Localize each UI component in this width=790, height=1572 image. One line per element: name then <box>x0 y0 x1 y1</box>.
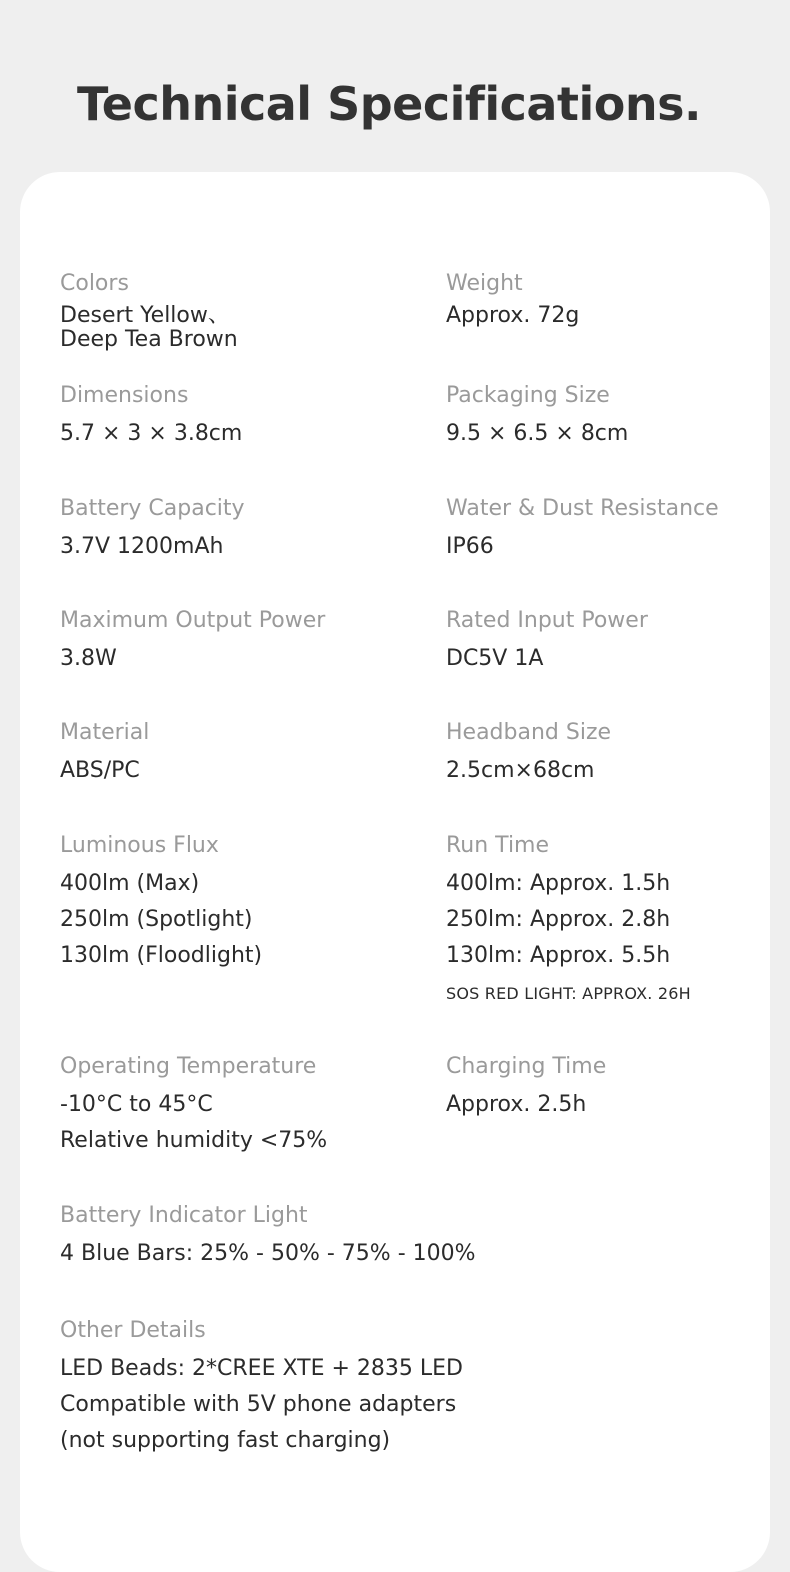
spec-value <box>446 641 786 677</box>
page-title: Technical Specifications. <box>77 77 701 131</box>
spec-value <box>60 1351 740 1459</box>
spec-value <box>60 304 400 352</box>
spec-value-line: 400lm (Max) <box>60 871 200 896</box>
spec-label: Charging Time <box>446 1054 607 1079</box>
spec-value <box>60 1087 400 1159</box>
spec-value-line: Desert Yellow、 <box>60 303 230 328</box>
spec-value-line: 130lm: Approx. 5.5h <box>446 943 671 968</box>
spec-value <box>60 866 400 974</box>
spec-value-line: 250lm (Spotlight) <box>60 907 253 932</box>
spec-label: Other Details <box>60 1318 206 1343</box>
spec-value-line: 250lm: Approx. 2.8h <box>446 907 671 932</box>
spec-value-line: 3.8W <box>60 646 117 671</box>
spec-value-line: 9.5 × 6.5 × 8cm <box>446 421 629 446</box>
spec-charging-time <box>446 1052 786 1123</box>
spec-value-line: 5.7 × 3 × 3.8cm <box>60 421 243 446</box>
spec-colors <box>60 269 400 352</box>
spec-value-line: Relative humidity <75% <box>60 1128 328 1153</box>
spec-headband-size <box>446 718 786 789</box>
spec-dimensions <box>60 381 400 452</box>
spec-value <box>60 1236 740 1272</box>
spec-water-dust-resistance <box>446 494 786 565</box>
spec-packaging-size <box>446 381 786 452</box>
spec-value-line: Approx. 72g <box>446 303 580 328</box>
spec-label: Run Time <box>446 833 550 858</box>
spec-value-line: 4 Blue Bars: 25% - 50% - 75% - 100% <box>60 1241 476 1266</box>
spec-label: Dimensions <box>60 383 189 408</box>
spec-label: Weight <box>446 271 523 296</box>
spec-value <box>446 1087 786 1123</box>
spec-value <box>60 753 400 789</box>
spec-value-line: (not supporting fast charging) <box>60 1428 391 1453</box>
spec-label: Maximum Output Power <box>60 608 326 633</box>
spec-value <box>60 641 400 677</box>
spec-rated-input-power <box>446 606 786 677</box>
spec-luminous-flux <box>60 831 400 974</box>
spec-value-line: 2.5cm×68cm <box>446 758 595 783</box>
spec-card <box>20 172 770 1572</box>
spec-weight <box>446 269 786 328</box>
spec-value-line: Deep Tea Brown <box>60 327 238 352</box>
spec-value-line: Compatible with 5V phone adapters <box>60 1392 457 1417</box>
spec-value-line: 3.7V 1200mAh <box>60 534 224 559</box>
spec-run-time <box>446 831 786 1014</box>
spec-operating-temperature <box>60 1052 400 1159</box>
spec-label: Packaging Size <box>446 383 610 408</box>
spec-label: Headband Size <box>446 720 612 745</box>
spec-label: Operating Temperature <box>60 1054 317 1079</box>
spec-value-line: 400lm: Approx. 1.5h <box>446 871 671 896</box>
spec-value <box>446 416 786 452</box>
spec-label: Colors <box>60 271 129 296</box>
spec-max-output-power <box>60 606 400 677</box>
spec-label: Battery Indicator Light <box>60 1203 308 1228</box>
spec-value <box>446 753 786 789</box>
spec-value <box>60 529 400 565</box>
spec-label: Water & Dust Resistance <box>446 496 719 521</box>
spec-value-line: -10°C to 45°C <box>60 1092 213 1117</box>
spec-value-line: Approx. 2.5h <box>446 1092 587 1117</box>
spec-value <box>446 866 786 1014</box>
spec-label: Material <box>60 720 150 745</box>
spec-value-line: 130lm (Floodlight) <box>60 943 263 968</box>
spec-value-line: LED Beads: 2*CREE XTE + 2835 LED <box>60 1356 463 1381</box>
spec-label: Battery Capacity <box>60 496 245 521</box>
spec-battery-capacity <box>60 494 400 565</box>
spec-value-line: ABS/PC <box>60 758 140 783</box>
spec-material <box>60 718 400 789</box>
spec-value <box>446 304 786 328</box>
spec-label: Luminous Flux <box>60 833 219 858</box>
spec-other-details <box>60 1316 740 1459</box>
spec-battery-indicator <box>60 1201 740 1272</box>
spec-label: Rated Input Power <box>446 608 648 633</box>
spec-value <box>60 416 400 452</box>
spec-value-line: DC5V 1A <box>446 646 544 671</box>
spec-value <box>446 529 786 565</box>
spec-value-note: SOS RED LIGHT: APPROX. 26H <box>446 984 691 1003</box>
spec-value-line: IP66 <box>446 534 494 559</box>
